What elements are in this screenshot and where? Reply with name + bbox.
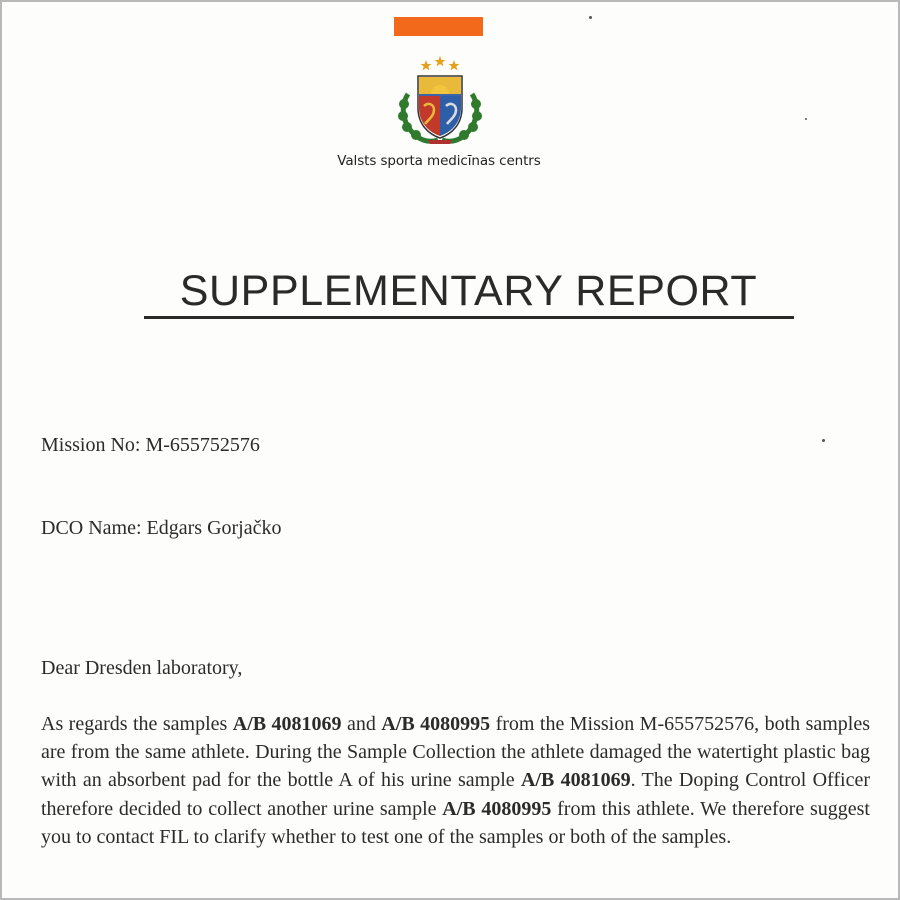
letter-body (41, 710, 870, 851)
body-text-segment: and (341, 713, 382, 735)
scan-speck (589, 16, 592, 19)
scan-speck (822, 439, 825, 442)
orange-header-bar (394, 17, 483, 36)
body-text-segment: from the Mission M-655752576, both samples are from the same athlete. During the Sample Collection the athlete damaged the watertight plastic bag with an absorbent pad for the bottle A of his urine sample (41, 713, 871, 792)
latvia-coat-of-arms-icon (394, 54, 486, 148)
dco-name: DCO Name: Edgars Gorjačko (41, 517, 282, 539)
organization-name: Valsts sporta medicīnas centrs (337, 153, 541, 169)
sample-reference: A/B 4081069 (232, 713, 342, 735)
title-underline (144, 316, 794, 319)
mission-number: Mission No: M-655752576 (41, 434, 260, 456)
sample-reference: A/B 4081069 (520, 769, 631, 792)
sample-reference: A/B 4080995 (381, 713, 491, 735)
salutation: Dear Dresden laboratory, (41, 657, 243, 679)
page-title: SUPPLEMENTARY REPORT (179, 267, 758, 315)
body-text-segment: from this athlete. We therefore suggest you to contact FIL to clarify whether to test one of the samples or both of the samples. (41, 797, 870, 848)
sample-reference: A/B 4080995 (442, 797, 552, 820)
body-text-segment: . The Doping Control Officer therefore decided to collect another urine sample (41, 769, 870, 820)
scan-speck (805, 118, 807, 120)
body-text-segment: As regards the samples (41, 713, 233, 735)
